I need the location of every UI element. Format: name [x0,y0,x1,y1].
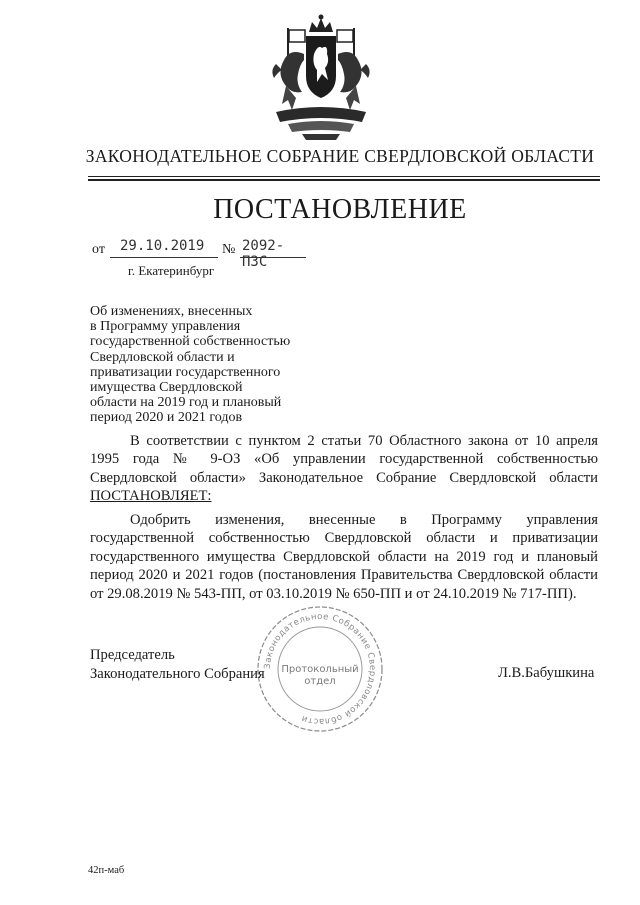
header-divider [88,176,600,177]
stamp-ring-text: Законодательное Собрание Свердловской области [262,611,378,727]
signatory-position-line: Председатель [90,647,175,663]
subject-line: приватизации государственного [90,364,281,380]
stamp-center-text [278,664,362,688]
preamble-text: В соответствии с пунктом 2 статьи 70 Областного закона от 10 апреля 1995 года № 9-ОЗ «Об управлении государственной собственностью Свердловской области» Законодательное Собрание Свердловской области [90,433,598,486]
date-underline [110,257,218,258]
signatory-position-line: Законодательного Собрания [90,666,265,682]
preamble-paragraph [90,432,598,506]
subject-line: государственной собственностью [90,334,291,350]
organization-name: ЗАКОНОДАТЕЛЬНОЕ СОБРАНИЕ СВЕРДЛОВСКОЙ ОБЛАСТИ [85,146,595,166]
signatory-name: Л.В.Бабушкина [498,665,595,681]
date-label: от [92,242,105,257]
document-city: г. Екатеринбург [128,263,215,278]
subject-line: Об изменениях, внесенных [90,304,253,319]
subject-line: области на 2019 год и плановый [90,395,282,411]
stamp-center-line: отдел [304,676,336,687]
decree-word: ПОСТАНОВЛЯЕТ: [90,488,212,505]
resolution-paragraph: Одобрить изменения, внесенные в Программу управления государственной собственностью Свердловской области и приватизации государственного имущества Свердловской области на 2019 год и плановый период 2020 и 2021 годов (постановления Правительства Свердловской области от 29.08.2019 № 543-ПП, от 03.10.2019 № 650-ПП и от 24.10.2019 № 717-ПП). [90,512,598,602]
signatory-position [90,646,265,684]
header-divider-thick [88,179,600,181]
document-date: 29.10.2019 [120,238,205,254]
subject-line: период 2020 и 2021 годов [90,410,243,426]
stamp-center-line: Протокольный [281,664,359,675]
number-label: № [222,242,236,257]
document-number: 2092-ПЗС [242,238,285,270]
document-subject [90,304,340,426]
document-type-title: ПОСТАНОВЛЕНИЕ [213,194,467,225]
subject-line: имущества Свердловской [90,380,243,396]
subject-line: в Программу управления [90,319,241,335]
footer-code: 42п-маб [88,865,125,876]
coat-of-arms-icon [262,14,380,140]
subject-line: Свердловской области и [90,349,235,365]
